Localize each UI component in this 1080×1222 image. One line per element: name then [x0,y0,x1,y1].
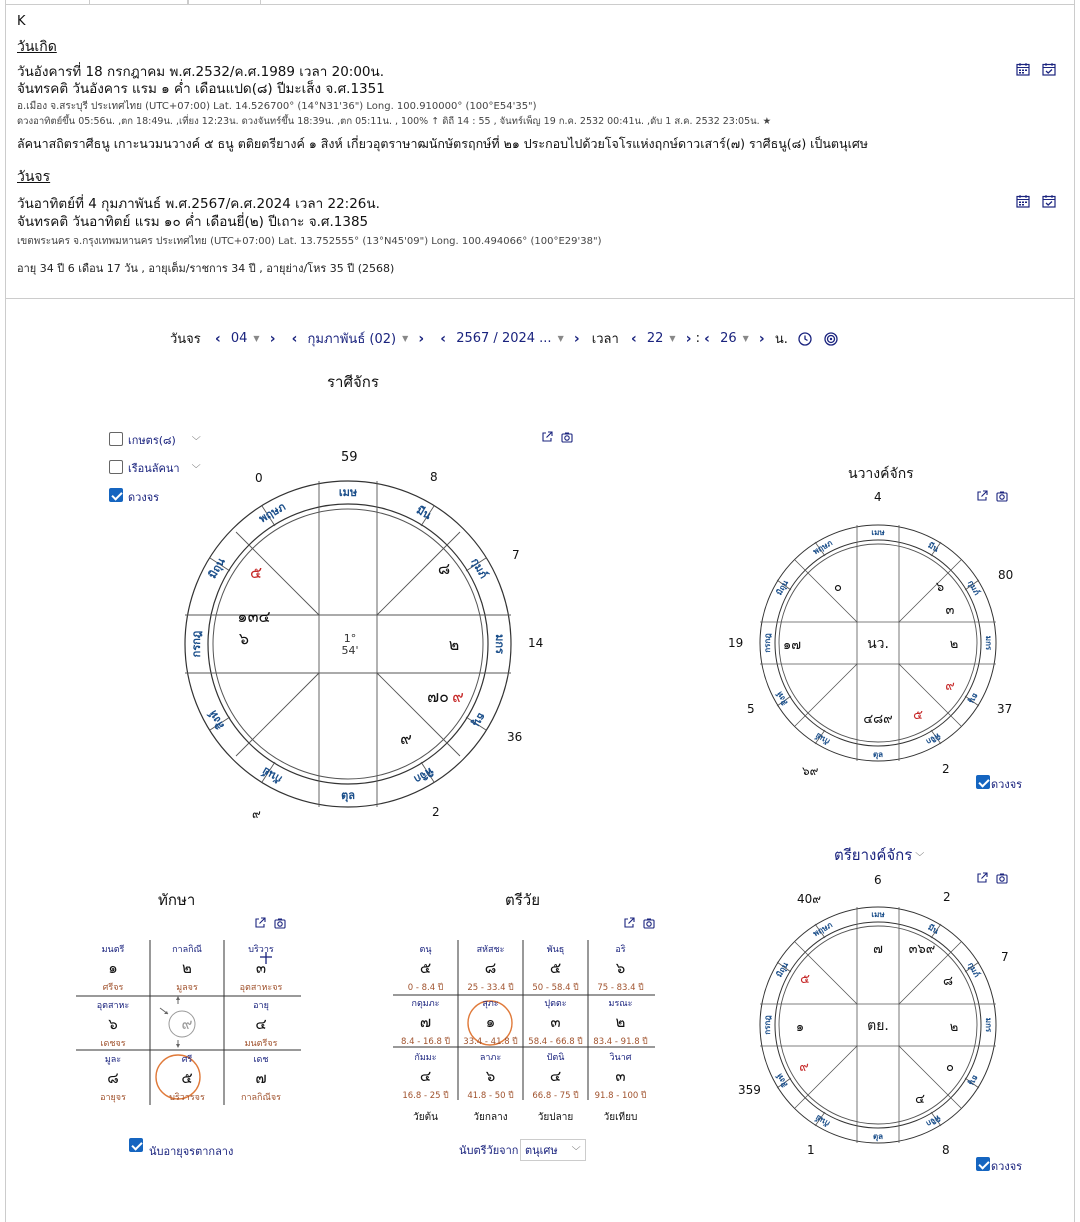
navang-outer-value: ๖๙ [802,764,819,778]
month-next-button[interactable]: › [418,330,425,347]
month-select[interactable]: กุมภาพันธ์ (02) ▼ [308,328,409,349]
treeyang-outer-value: 6 [874,873,882,887]
taksa-cell [150,998,224,1036]
taksa-center-age-checkbox[interactable] [129,1138,143,1152]
treewai-cell [523,996,588,1048]
taksa-cell-number: ๕ [181,1069,193,1087]
navang-sign-label: พฤษภ [811,538,834,557]
hour-select[interactable]: 22 ▼ [646,331,676,346]
taksa-cell-name: มนตรี [101,945,125,955]
treeyang-sign-label: พิจิก [924,1113,942,1129]
year-prev-button[interactable]: ‹ [440,330,447,347]
rasi-chart [180,460,523,820]
minute-select[interactable]: 26 ▼ [720,331,749,346]
navang-sign-label: พิจิก [924,731,942,747]
taksa-cell [150,942,224,994]
taksa-cell [224,998,298,1050]
transit-date: วันอาทิตย์ที่ 4 กุมภาพันธ์ พ.ศ.2567/ค.ศ.2024 เวลา 22:26น. [17,196,380,212]
treeyang-house-planets: ๙ [799,1060,809,1075]
treewai-cell-number: ๗ [419,1013,432,1031]
treewai-cell [588,1050,653,1102]
reuan-lagna-checkbox[interactable] [109,460,123,474]
treewai-cell [393,996,458,1048]
navang-house-planets: ๖ [935,580,945,595]
treewai-age-label: วัยปลาย [537,1112,574,1123]
treeyang-center: ตย. [867,1018,889,1034]
taksa-cell [224,1052,298,1104]
treeyang-sign-label: กรกฎ [763,1015,772,1035]
navang-transit-label: ดวงจร [991,778,1023,791]
navang-outer-value: 37 [997,702,1013,716]
rasi-house-planets: ๗๐ [427,687,449,706]
rasi-house-planets: ๑๓๔ [237,607,271,626]
treeyang-sign-label: กันย์ [814,1113,832,1129]
rasi-center-min: 54' [341,644,359,657]
treeyang-sign-label: เมษ [871,910,885,919]
day-select[interactable]: 04 ▼ [230,331,260,346]
treewai-count-select[interactable]: ตนุเศษ ﹀ [520,1139,586,1161]
minute-value: 26 [720,331,737,346]
treewai-cell-name: สหัสชะ [476,945,505,955]
navang-outer-value: 19 [728,636,744,650]
taksa-cell-sub: บริวารจร [169,1093,205,1103]
calendar-check-icon[interactable] [1042,194,1056,208]
camera-icon[interactable] [643,917,655,929]
rasi-sign-label: ธนู [470,710,489,730]
navang-sign-label: มกร [984,635,993,651]
taksa-cell-number: ๔ [255,1015,267,1033]
rasi-sign-label: กันย์ [260,764,285,786]
treeyang-sign-label: มิถุน [774,960,791,979]
camera-icon[interactable] [996,490,1008,502]
rasi-sign-label: มกร [493,634,506,654]
treewai-cell-name: สุภะ [482,999,499,1009]
treewai-cell-sub: 25 - 33.4 ปี [467,983,514,993]
treewai-cell-number: ๔ [549,1067,562,1085]
navang-outer-value: 2 [942,762,950,776]
calendar-icon[interactable] [1016,62,1030,76]
taksa-cell [224,942,298,994]
kaset-label: เกษตร(๘) [128,434,176,447]
treewai-cell-number: ๓ [550,1013,561,1031]
nav-label: วันจร [170,332,201,347]
rasi-outer-value: 0 [255,471,263,485]
year-next-button[interactable]: › [573,330,580,347]
navang-chart [756,515,1006,770]
treeyang-sign-label: สิงห์ [774,1071,790,1089]
treeyang-house-planets: ๕ [800,972,810,987]
navang-house-planets: ๔๘๙ [863,712,893,727]
age-text: อายุ 34 ปี 6 เดือน 17 วัน , อายุเต็ม/ราชการ 34 ปี , อายุย่าง/โหร 35 ปี (2568) [17,262,395,275]
camera-icon[interactable] [996,872,1008,884]
navang-sign-label: กรกฎ [763,633,772,653]
navang-sign-label: กันย์ [814,731,832,747]
taksa-cell [76,998,150,1050]
treewai-cell-number: ๘ [484,959,497,977]
navang-house-planets: ๙ [945,679,955,694]
treewai-cell-name: มรณะ [608,999,633,1009]
navang-sign-label: สิงห์ [774,689,790,707]
taksa-cell-sub: เดชจร [100,1039,126,1049]
rasi-outer-value: ๙ [252,807,261,821]
month-prev-button[interactable]: ‹ [291,330,298,347]
taksa-center-age-label: นับอายุจรตากลาง [149,1145,234,1158]
treewai-age-label: วัยกลาง [473,1112,508,1123]
treeyang-house-planets: ๐ [946,1060,954,1075]
rasi-sign-label: มิถุน [205,555,228,581]
taksa-cell [76,1052,150,1104]
birth-lunar: จันทรคติ วันอังคาร แรม ๑ ค่ำ เดือนแปด(๘) ปีมะเส็ง จ.ศ.1351 [17,81,385,97]
treewai-cell-number: ๑ [485,1013,496,1031]
taksa-cell-number: ๗ [255,1069,267,1087]
hour-value: 22 [646,331,664,346]
rasi-house-planets: ๙ [400,729,412,748]
navang-outer-value: 80 [998,568,1014,582]
camera-icon[interactable] [561,431,573,443]
rasi-outer-value: 59 [341,450,358,465]
treeyang-house-planets: ๘ [942,974,954,989]
treewai-cell-name: อริ [615,945,626,955]
navang-transit-checkbox[interactable] [976,775,990,789]
calendar-check-icon[interactable] [1042,62,1056,76]
day-next-button[interactable]: › [269,330,276,347]
treeyang-outer-value: 2 [943,890,951,904]
year-value: 2567 / 2024 ... [456,331,552,346]
tab-strip [5,0,1075,5]
year-select[interactable]: 2567 / 2024 ... ▼ [456,331,564,346]
treewai-count-label: นับตรีวัยจาก [459,1144,519,1157]
taksa-cell-name: บริวาร [248,945,274,955]
rasi-outer-value: 36 [507,730,523,744]
rasi-sign-label: พฤษภ [256,500,288,526]
minute-prev-button[interactable]: ‹ [704,330,710,347]
taksa-cell-name: ศรี [181,1055,193,1065]
kaset-select[interactable]: เกษตร(๘) ﹀ [128,434,201,447]
treewai-cell [458,942,523,994]
rasi-house-planets: ๙ [452,687,464,706]
treewai-cell [393,942,458,994]
treewai-cell-number: ๓ [615,1067,626,1085]
lagna-text: ลัคนาสถิตราศีธนู เกาะนวมนวางค์ ๕ ธนู ตติยตรียางค์ ๑ สิงห์ เกี่ยวอุตราษาฒนักษัตรฤกษ์ที่ ๒๑ ประกอบไปด้วยโจโรแห่งฤกษ์ดาวเสาร์(๗) ราศีธนู(๘) เป็นตนุเศษ [17,136,869,151]
divider [6,298,1074,299]
treewai-cell-name: ปุตตะ [544,999,567,1009]
treewai-cell-sub: 83.4 - 91.8 ปี [593,1037,648,1047]
treeyang-title: ตรียางค์จักร [834,846,913,864]
minute-next-button[interactable]: › [758,330,765,347]
taksa-cell [150,1052,224,1104]
navang-house-planets: ๒ [949,637,959,652]
time-colon: : [695,331,701,346]
treewai-cell-sub: 8.4 - 16.8 ปี [400,1037,450,1047]
taksa-cell-sub: อุตสาหะจร [239,983,283,993]
calendar-icon[interactable] [1016,194,1030,208]
treewai-cell [458,996,523,1048]
treewai-cell-number: ๖ [485,1067,496,1085]
user-initial: K [17,14,26,29]
navang-house-planets: ๕ [913,708,923,723]
hour-prev-button[interactable]: ‹ [630,330,637,347]
treeyang-outer-value: 8 [942,1143,950,1157]
treewai-cell-number: ๔ [419,1067,432,1085]
navang-house-planets: ๐ [834,580,842,595]
external-link-icon[interactable] [254,917,266,929]
camera-icon[interactable] [274,917,286,929]
time-label: เวลา [591,332,619,347]
treeyang-sign-label: มีน [926,922,941,936]
treewai-cell-sub: 58.4 - 66.8 ปี [528,1037,583,1047]
taksa-cell-number: ๖ [108,1015,118,1033]
rasi-sign-label: เมษ [338,486,358,499]
external-link-icon[interactable] [976,872,988,884]
transit-lunar: จันทรคติ วันอาทิตย์ แรม ๑๐ ค่ำ เดือนยี่(๒) ปีเถาะ จ.ศ.1385 [17,214,369,230]
treewai-cell-sub: 66.8 - 75 ปี [532,1091,579,1101]
treeyang-outer-value: 359 [738,1083,761,1097]
treeyang-house-planets: ๔ [915,1092,925,1107]
rasi-sign-label: กรกฎ [190,630,203,658]
taksa-cell-sub: มูลจร [176,983,198,993]
treewai-cell-number: ๖ [615,959,626,977]
rasi-title: ราศีจักร [327,373,379,391]
navang-sign-label: มีน [926,540,941,554]
rasi-outer-value: 7 [512,548,520,562]
treewai-cell-name: พันธุ [546,945,565,955]
treewai-cell-sub: 33.4 - 41.8 ปี [463,1037,518,1047]
treewai-cell-sub: 75 - 83.4 ปี [597,983,644,993]
taksa-cell-sub: ศรีจร [102,983,124,993]
taksa-cell-number: ๒ [182,959,192,977]
external-link-icon[interactable] [623,917,635,929]
navang-outer-value: 5 [747,702,755,716]
navang-sign-label: มิถุน [774,578,791,597]
treewai-cell-name: กัมมะ [414,1053,437,1063]
rasi-house-planets: ๖ [238,629,250,648]
target-icon[interactable] [824,332,838,346]
navang-house-planets: ๓ [945,603,955,618]
treeyang-sign-label: มกร [984,1017,993,1033]
taksa-cell-name: อายุ [253,1001,269,1011]
taksa-cell-number: ๘ [107,1069,119,1087]
navang-outer-value: 4 [874,490,882,504]
taksa-cell [76,942,150,994]
treewai-cell-sub: 41.8 - 50 ปี [467,1091,514,1101]
rasi-outer-value: 14 [528,636,544,650]
taksa-cell-sub: อายุจร [100,1093,126,1103]
treewai-cell-sub: 0 - 8.4 ปี [407,983,444,993]
reuan-lagna-label: เรือนลัคนา [128,462,180,475]
rasi-transit-checkbox[interactable] [109,488,123,502]
rasi-sign-label: ตุล [341,789,355,802]
transit-heading[interactable]: วันจร [17,169,51,185]
treewai-cell-name: ตนุ [419,945,432,955]
rasi-house-planets: ๘ [437,559,451,578]
treeyang-select[interactable]: ตรียางค์จักร ﹀ [834,846,925,864]
treewai-cell-sub: 50 - 58.4 ปี [532,983,579,993]
treewai-cell-name: ลาภะ [479,1053,502,1063]
treewai-cell-name: ปัตนิ [546,1053,565,1063]
navang-title: นวางค์จักร [848,466,914,482]
taksa-cell-sub: มนตรีจร [244,1039,278,1049]
rasi-outer-value: 8 [430,470,438,484]
treewai-cell [588,942,653,994]
rasi-sign-label: กุมภ์ [468,555,491,581]
treeyang-outer-value: 40๙ [797,892,822,906]
taksa-cell-name: เดช [253,1055,269,1065]
unit-label: น. [774,332,788,347]
transit-location: เขตพระนคร จ.กรุงเทพมหานคร ประเทศไทย (UTC+07:00) Lat. 13.752555° (13°N45'09") Long. 100.494066° (100°E29'38") [17,236,602,247]
birth-date: วันอังคารที่ 18 กรกฎาคม พ.ศ.2532/ค.ศ.1989 เวลา 20:00น. [17,64,385,80]
taksa-cell-number: ๙ [181,1015,193,1033]
transit-date-nav [170,328,838,348]
treewai-cell-number: ๒ [615,1013,626,1031]
navang-sign-label: เมษ [871,528,885,537]
rasi-outer-value: 2 [432,805,440,819]
month-value: กุมภาพันธ์ (02) [307,332,397,347]
rasi-center-deg: 1° [343,632,357,645]
taksa-title: ทักษา [158,891,196,909]
treewai-cell-name: วินาศ [609,1053,632,1063]
treewai-count-value: ตนุเศษ [525,1144,558,1157]
external-link-icon[interactable] [976,490,988,502]
treeyang-sign-label: พฤษภ [811,920,834,939]
treewai-age-label: วัยเทียบ [603,1112,638,1123]
day-prev-button[interactable]: ‹ [214,330,221,347]
taksa-cell-number: ๓ [255,959,267,977]
hour-next-button[interactable]: › [685,330,692,347]
rasi-sign-label: มีน [414,503,434,523]
birth-heading[interactable]: วันเกิด [17,39,57,55]
taksa-cell-name: อุตสาหะ [96,1001,130,1011]
treeyang-transit-checkbox[interactable] [976,1157,990,1171]
treeyang-sign-label: ตุล [872,1132,884,1141]
birth-sun-moon: ดวงอาทิตย์ขึ้น 05:56น. ,ตก 18:49น. ,เที่ยง 12:23น. ดวงจันทร์ขึ้น 18:39น. ,ตก 05:11น. , 100% ↑ ดิถี 14 : 55 , จันทร์เพ็ญ 19 ก.ค. 2532 00:41น. ,ดับ 1 ส.ค. 2532 23:05น. ★ [17,116,772,127]
taksa-cell-sub: กาลกิณีจร [241,1093,281,1103]
reuan-lagna-select[interactable]: เรือนลัคนา ﹀ [128,462,201,475]
treeyang-sign-label: กุมภ์ [965,960,982,979]
navang-house-planets: ๑๗ [782,638,802,653]
treewai-cell [588,996,653,1048]
treeyang-chart [756,897,1006,1152]
treeyang-house-planets: ๓๖๙ [908,942,936,957]
navang-center: นว. [867,636,889,652]
treewai-title: ตรีวัย [505,891,541,909]
treewai-cell [393,1050,458,1102]
navang-sign-label: ตุล [872,750,884,759]
birth-location: อ.เมือง จ.สระบุรี ประเทศไทย (UTC+07:00) Lat. 14.526700° (14°N31'36") Long. 100.910000° (100°E54'35") [17,101,537,112]
treeyang-transit-label: ดวงจร [991,1160,1023,1173]
treewai-cell-sub: 91.8 - 100 ปี [594,1091,647,1101]
day-value: 04 [230,331,248,346]
treeyang-house-planets: ๑ [795,1020,805,1035]
treewai-cell-sub: 16.8 - 25 ปี [402,1091,449,1101]
rasi-sign-label: สิงห์ [206,708,228,732]
kaset-checkbox[interactable] [109,432,123,446]
rasi-sign-label: พิจิก [411,764,436,786]
rasi-house-planets: ๒ [448,635,460,654]
treewai-cell-number: ๕ [549,959,562,977]
treewai-age-label: วัยต้น [413,1112,438,1123]
treewai-cell [458,1050,523,1102]
treeyang-sign-label: ธนู [967,1073,981,1087]
treeyang-house-planets: ๒ [949,1020,959,1035]
rasi-house-planets: ๕ [249,563,263,582]
clock-icon[interactable] [798,332,812,346]
taksa-cell-number: ๑ [108,959,118,977]
rasi-transit-label: ดวงจร [128,491,160,504]
treeyang-outer-value: 7 [1001,950,1009,964]
taksa-cell-name: มูละ [104,1055,122,1065]
external-link-icon[interactable] [541,431,553,443]
treewai-cell [523,1050,588,1102]
treewai-cell-number: ๕ [419,959,432,977]
treeyang-house-planets: ๗ [873,942,883,957]
treewai-cell-name: กดุมภะ [411,999,440,1009]
navang-sign-label: กุมภ์ [965,578,982,597]
treewai-cell [523,942,588,994]
treeyang-outer-value: 1 [807,1143,815,1157]
taksa-cell-name: กาลกิณี [172,945,202,955]
navang-sign-label: ธนู [967,691,981,705]
